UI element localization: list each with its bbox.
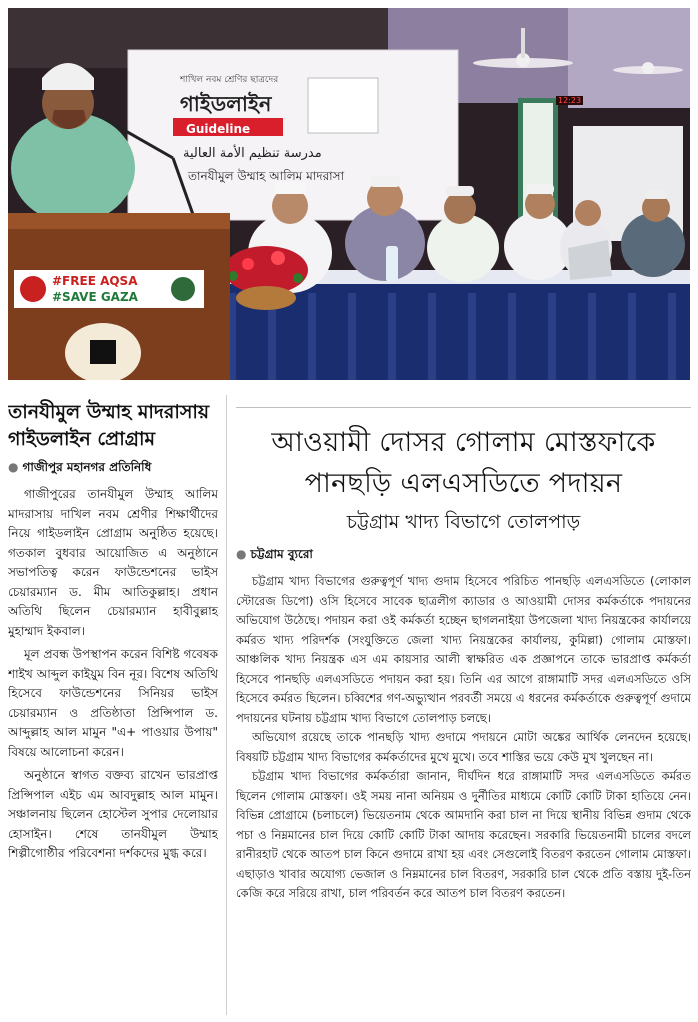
left-paragraph: গাজীপুরের তানযীমুল উম্মাহ আলিম মাদরাসায় দাখিল নবম শ্রেণীর শিক্ষার্থীদের নিয়ে গাইডলাইন প্রোগ্রাম অনুষ্ঠিত হয়েছে। গতকাল বুধবার আয়োজিত এ অনুষ্ঠানে সভাপতিত্ব করেন ফাউন্ডেশনের ভাইস চেয়ারম্যান ড. মীম আতিকুল্লাহ। প্রধান অতিথি ছিলেন চেয়ারম্যান হাবীবুল্লাহ মুহাম্মাদ ইকবাল। — [8, 487, 218, 638]
banner-title-bn: গাইডলাইন — [180, 92, 272, 116]
left-paragraph: অনুষ্ঠানে স্বাগত বক্তব্য রাখেন ভারপ্রাপ্ত প্রিন্সিপাল এইচ এম আবদুল্লাহ আল মামুন। সঞ্চালনায় ছিলেন হোস্টেল সুপার দেলোয়ার হোসাইন। শেষে তানযীমুল উম্মাহ শিল্পীগোষ্ঠীর পরিবেশনা দর্শকদের মুগ্ধ করে। — [8, 768, 218, 860]
event-photo — [8, 8, 690, 380]
top-rule — [236, 407, 691, 408]
wall-clock-display: 12:23 — [558, 96, 582, 105]
bullet-icon: ● — [8, 460, 19, 474]
left-headline: তানযীমুল উম্মাহ মাদরাসায় গাইডলাইন প্রোগ্রাম — [8, 401, 210, 450]
right-paragraph: চট্টগ্রাম খাদ্য বিভাগের কর্মকর্তারা জানান, দীর্ঘদিন ধরে রাঙ্গামাটি সদর এলএসডিতে কর্মরত ছিলেন গোলাম মোস্তফা। ওই সময় নানা অনিয়ম ও দুর্নীতির মাধ্যমে কোটি কোটি টাকা হাতিয়ে নেন। বিভিন্ন প্রোগ্রামে (চলাচলে) ভিয়েতনাম থেকে আমদানি করা চাল না দিয়ে স্থানীয় বিভিন্ন গুদাম থেকে পচা ও নিম্নমানের চাল দিয়ে কোটি কোটি টাকা আদায় করেছেন। সরকারি ভিয়েতনামী চালের বদলে রানীরহাট থেকে আতপ চাল কিনে গুদামে রাখা হয় এবং সেগুলোই বিতরণ করতেন গোলাম মোস্তফা। এছাড়াও খাবার অযোগ্য ভেজাল ও নিম্নমানের চাল বিতরণ, সরকারি চাল থেকে প্রতি বস্তায় দুই-তিন কেজি করে সরিয়ে রাখা, চাল পরিবর্তন করে আতপ চাল বিতরণ করতেন। — [236, 769, 691, 900]
event-scene — [8, 8, 690, 380]
right-article — [236, 395, 691, 1020]
podium-save-gaza: #SAVE GAZA — [52, 290, 138, 304]
right-paragraph: চট্টগ্রাম খাদ্য বিভাগের গুরুত্বপূর্ণ খাদ্য গুদাম হিসেবে পরিচিত পানছড়ি এলএসডিতে (লোকাল স্টোরেজ ডিপো) ওসি হিসেবে সাবেক ছাত্রলীগ ক্যাডার ও আওয়ামী দোসর কর্মকর্তাকে পদায়নের অভিযোগ উঠেছে। পদায়ন করা ওই কর্মকর্তা হচ্ছেন ছাগলনাইয়া উপজেলা খাদ্য নিয়ন্ত্রকের কার্যালয়ে কর্মরত খাদ্য পরিদর্শক (সংযুক্তিতে জেলা খাদ্য নিয়ন্ত্রকের কার্যালয়, কুমিল্লা) গোলাম মোস্তফা। আঞ্চলিক খাদ্য নিয়ন্ত্রক এস এম কায়সার আলী স্বাক্ষরিত এক প্রজ্ঞাপনে তাকে ভারপ্রাপ্ত কর্মকর্তা হিসেবে পানছড়ি এলএসডিতে পদায়ন করা হয়। তিনি এর আগে রাঙ্গামাটি সদর এলএসডিতে ওসি হিসেবে কর্মরত ছিলেন। চব্বিশের গণ-অভ্যুত্থান পরবর্তী সময়ে এ ধরনের কর্মকর্তাকে গুরুত্বপূর্ণ গুদামে পদায়নের ঘটনায় চট্টগ্রাম খাদ্য বিভাগে তোলপাড় চলছে। — [236, 574, 691, 725]
banner-line: শাখিল নবম শ্রেণির ছাত্রদের — [180, 75, 279, 85]
left-paragraph: মূল প্রবন্ধ উপস্থাপন করেন বিশিষ্ট গবেষক শাইখ আব্দুল কাইয়ুম বিন নূর। বিশেষ অতিথি হিসেবে ফাউন্ডেশনের সিনিয়র ভাইস চেয়ারম্যান ও প্রতিষ্ঠাতা প্রিন্সিপাল ড. আব্দুল্লাহ আল মামুন "এ+ পাওয়ার উপায়" বিষয়ে আলোচনা করেন। — [8, 647, 218, 759]
right-byline — [236, 546, 691, 566]
banner-title-en: Guideline — [186, 122, 251, 136]
column-divider — [226, 395, 227, 1015]
left-article — [8, 395, 218, 1015]
banner-arabic: مدرسة تنظيم الأمة العالية — [183, 146, 322, 161]
right-byline-text: চট্টগ্রাম ব্যুরো — [250, 547, 313, 561]
left-byline — [8, 459, 218, 479]
banner-institution: তানযীমুল উম্মাহ আলিম মাদরাসা — [188, 169, 345, 183]
right-headline: আওয়ামী দোসর গোলাম মোস্তফাকে পানছড়ি এলএসডিতে পদায়ন — [271, 427, 656, 499]
right-paragraph: অভিযোগ রয়েছে তাকে পানছড়ি খাদ্য গুদামে পদায়নে মোটা অঙ্কের আর্থিক লেনদেন হয়েছে। বিষয়টি চট্টগ্রাম খাদ্য বিভাগের কর্মকর্তাদের মুখে মুখে। তবে শাস্তির ভয়ে কেউ মুখ খুলছেন না। — [236, 730, 691, 764]
podium-free-aqsa: #FREE AQSA — [52, 274, 138, 288]
right-subhead: চট্টগ্রাম খাদ্য বিভাগে তোলপাড় — [346, 511, 581, 533]
left-byline-text: গাজীপুর মহানগর প্রতিনিধি — [22, 460, 152, 474]
bullet-icon: ● — [236, 547, 247, 561]
